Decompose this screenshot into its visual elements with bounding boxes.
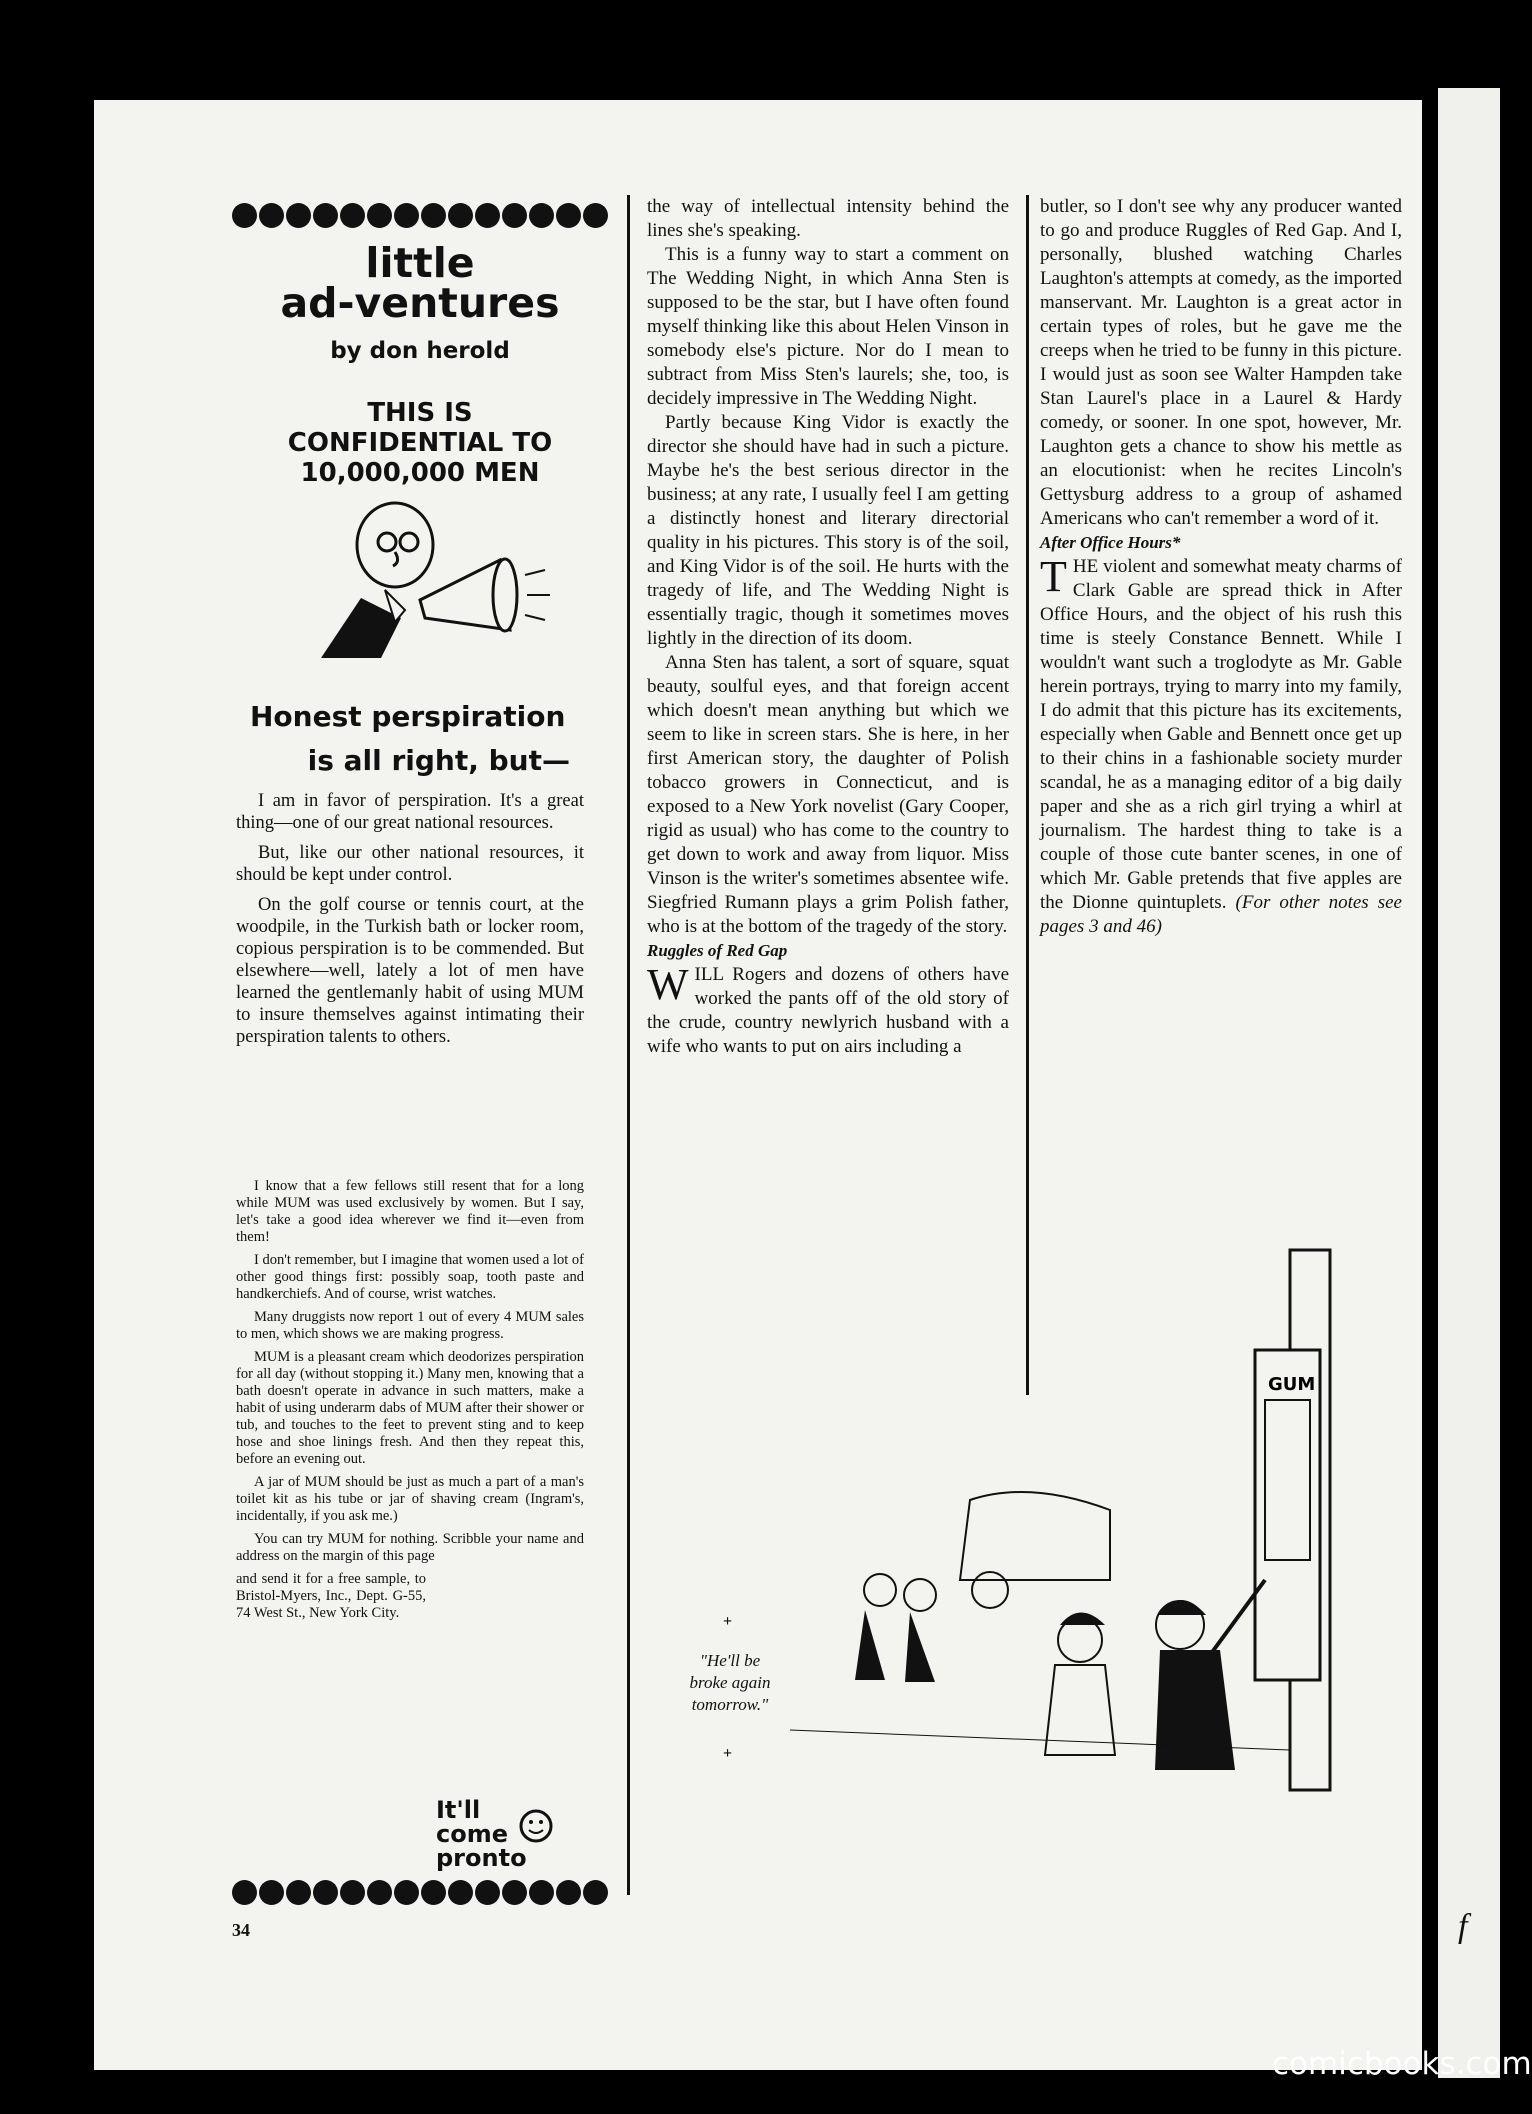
section-heading: After Office Hours* [1040,533,1181,552]
ad-small-paragraph: I don't remember, but I imagine that women used a lot of other good things first: possibly soap, tooth paste and handkerchiefs. And of course, wrist watches. [236,1252,584,1302]
ad-paragraph: I am in favor of perspiration. It's a great thing—one of our great national resources. [236,791,584,833]
ad-headline [250,695,570,783]
dot-border-bottom [232,1880,608,1914]
middle-column [647,195,1009,1059]
ad-title [232,239,608,327]
megaphone-man-illustration [325,490,555,680]
article-paragraph: the way of intellectual intensity behind the lines she's speaking. [647,196,1009,241]
plus-mark: + [723,1613,733,1630]
article-paragraph [1040,552,1402,939]
ad-small-paragraph: MUM is a pleasant cream which deodorizes perspiration for all day (without stopping it.) Many men, knowing that a bath doesn't operate in advance in such matters, make a habit of using underarm dabs of MUM after their shower or tub, and touches to the feet to prevent sting and to keep hose and shoe linings fresh. And then they repeat this, before an evening out. [236,1349,584,1467]
column-rule [1026,195,1029,1395]
page-number: 34 [232,1920,250,1940]
ad-small-paragraph: I know that a few fellows still resent that for a long while MUM was used exclusively by women. But I say, let's take a good idea wherever we find it—even from them! [236,1178,584,1245]
article-paragraph: Anna Sten has talent, a sort of square, squat beauty, soulful eyes, and that foreign accent which doesn't mean anything but which we seem to like in screen stars. She is here, in her first American story, the daughter of Polish tobacco growers in Connecticut, and is exposed to a New York novelist (Gary Cooper, rigid as usual) who has come to the country to get down to work and away from liquor. Miss Vinson is the writer's sometimes absentee wife. Siegfried Rumann plays a grim Polish father, who is at the bottom of the tragedy of the story. [647,652,1009,937]
drop-cap: W [647,960,689,1009]
headline-line2: is all right, but— [307,744,570,777]
article-paragraph [647,960,1009,1059]
gum-machine-cartoon [790,1250,1410,1810]
cartoon-caption: "He'll be broke again tomorrow." [689,1651,771,1714]
section-heading: Ruggles of Red Gap [647,941,788,960]
plus-mark: + [723,1745,733,1762]
confidential-line1: THIS IS [367,398,473,428]
article-paragraph: Partly because King Vidor is exactly the director she should have had in such a picture. Maybe he's the best serious director in the business; at any rate, I usually feel I am getting a distinctly honest and literary directorial quality in his pictures. This story is of the soil, and King Vidor is of the soil. He hurts with the tragedy of life, and The Wedding Night is essentially tragic, though it sometimes moves lightly in the direction of its doom. [647,412,1009,649]
dot-border-top [232,203,608,237]
pronto-line2: come [436,1820,508,1848]
confidential-line3: 10,000,000 MEN [300,458,540,488]
ad-small-paragraph: You can try MUM for nothing. Scribble your name and address on the margin of this page [236,1531,584,1564]
article-paragraph: This is a funny way to start a comment on The Wedding Night, in which Anna Sten is supposed to be the star, but I have often found myself thinking like this about Helen Vinson in somebody else's picture. Nor do I mean to subtract from Miss Sten's laurels; she, too, is decidely impressive in The Wedding Night. [647,244,1009,409]
facing-page-edge: f [1438,88,1500,2078]
article-paragraph: butler, so I don't see why any producer wanted to go and produce Ruggles of Red Gap. And I, personally, blushed watching Charles Laughton's attempts at comedy, as the imported manservant. Mr. Laughton is a great actor in certain types of roles, but he gave me the creeps when he tried to be funny in this picture. I would just as soon see Walter Hampden take Stan Laurel's place in a Laurel & Hardy comedy, or sooner. In one spot, however, Mr. Laughton gets a chance to show his mettle as an elocutionist: when he recites Lincoln's Gettysburg address to a group of ashamed Americans who can't remember a word of it. [1040,196,1402,529]
smiley-face-icon [518,1808,554,1844]
ad-byline: by don herold [330,338,510,364]
gum-sign: GUM [1268,1374,1316,1395]
ad-body [236,790,584,1056]
ad-paragraph: On the golf course or tennis court, at the woodpile, in the Turkish bath or locker room, copious perspiration is to be commended. But elsewhere—well, lately a lot of men have learned the gentlemanly habit of using MUM to insure themselves against intimating their perspiration talents to others. [236,895,584,1047]
column-rule [627,195,630,1895]
section-text: HE violent and somewhat meaty charms of Clark Gable are spread thick in After Office Hours, and the object of his rush this time is steely Constance Bennett. While I wouldn't want such a troglodyte as Mr. Gable herein portrays, trying to marry into my family, I do admit that this picture has its excitements, especially when Gable and Bennett once get up to their chins in a fashionable society murder scandal, he as a managing editor of a big daily paper and she as a rich girl trying a whirl at journalism. The hardest thing to take is a couple of those cute banter scenes, in one of which Mr. Gable pretends that five apples are the Dionne quintuplets. [1040,556,1402,913]
watermark: comicbooks.com [1272,2046,1532,2082]
drop-cap: T [1040,552,1067,601]
ad-closing: and send it for a free sample, to Bristol-Myers, Inc., Dept. G-55, 74 West St., New York City. [236,1571,426,1621]
confidential-line2: CONFIDENTIAL TO [287,428,553,458]
ad-small-paragraph: A jar of MUM should be just as much a part of a man's toilet kit as his tube or jar of shaving cream (Ingram's, incidentally, if you ask me.) [236,1474,584,1524]
ad-title-line2: ad-ventures [280,279,560,327]
section-text: ILL Rogers and dozens of others have worked the pants off of the old story of the crude, country newlyrich husband with a wife who wants to put on airs including a [647,964,1009,1057]
ad-confidential-banner [232,398,608,488]
right-column [1040,195,1402,939]
headline-line1: Honest perspiration [250,700,566,733]
pronto-line1: It'll [436,1796,481,1824]
ad-small-print [236,1178,584,1628]
cross-reference-note: (For other notes see pages 3 and 46) [1040,892,1402,937]
ad-small-paragraph: Many druggists now report 1 out of every 4 MUM sales to men, which shows we are making progress. [236,1309,584,1342]
ad-title-line1: little [365,239,475,287]
ad-paragraph: But, like our other national resources, it should be kept under control. [236,843,584,885]
pronto-line3: pronto [436,1844,527,1872]
